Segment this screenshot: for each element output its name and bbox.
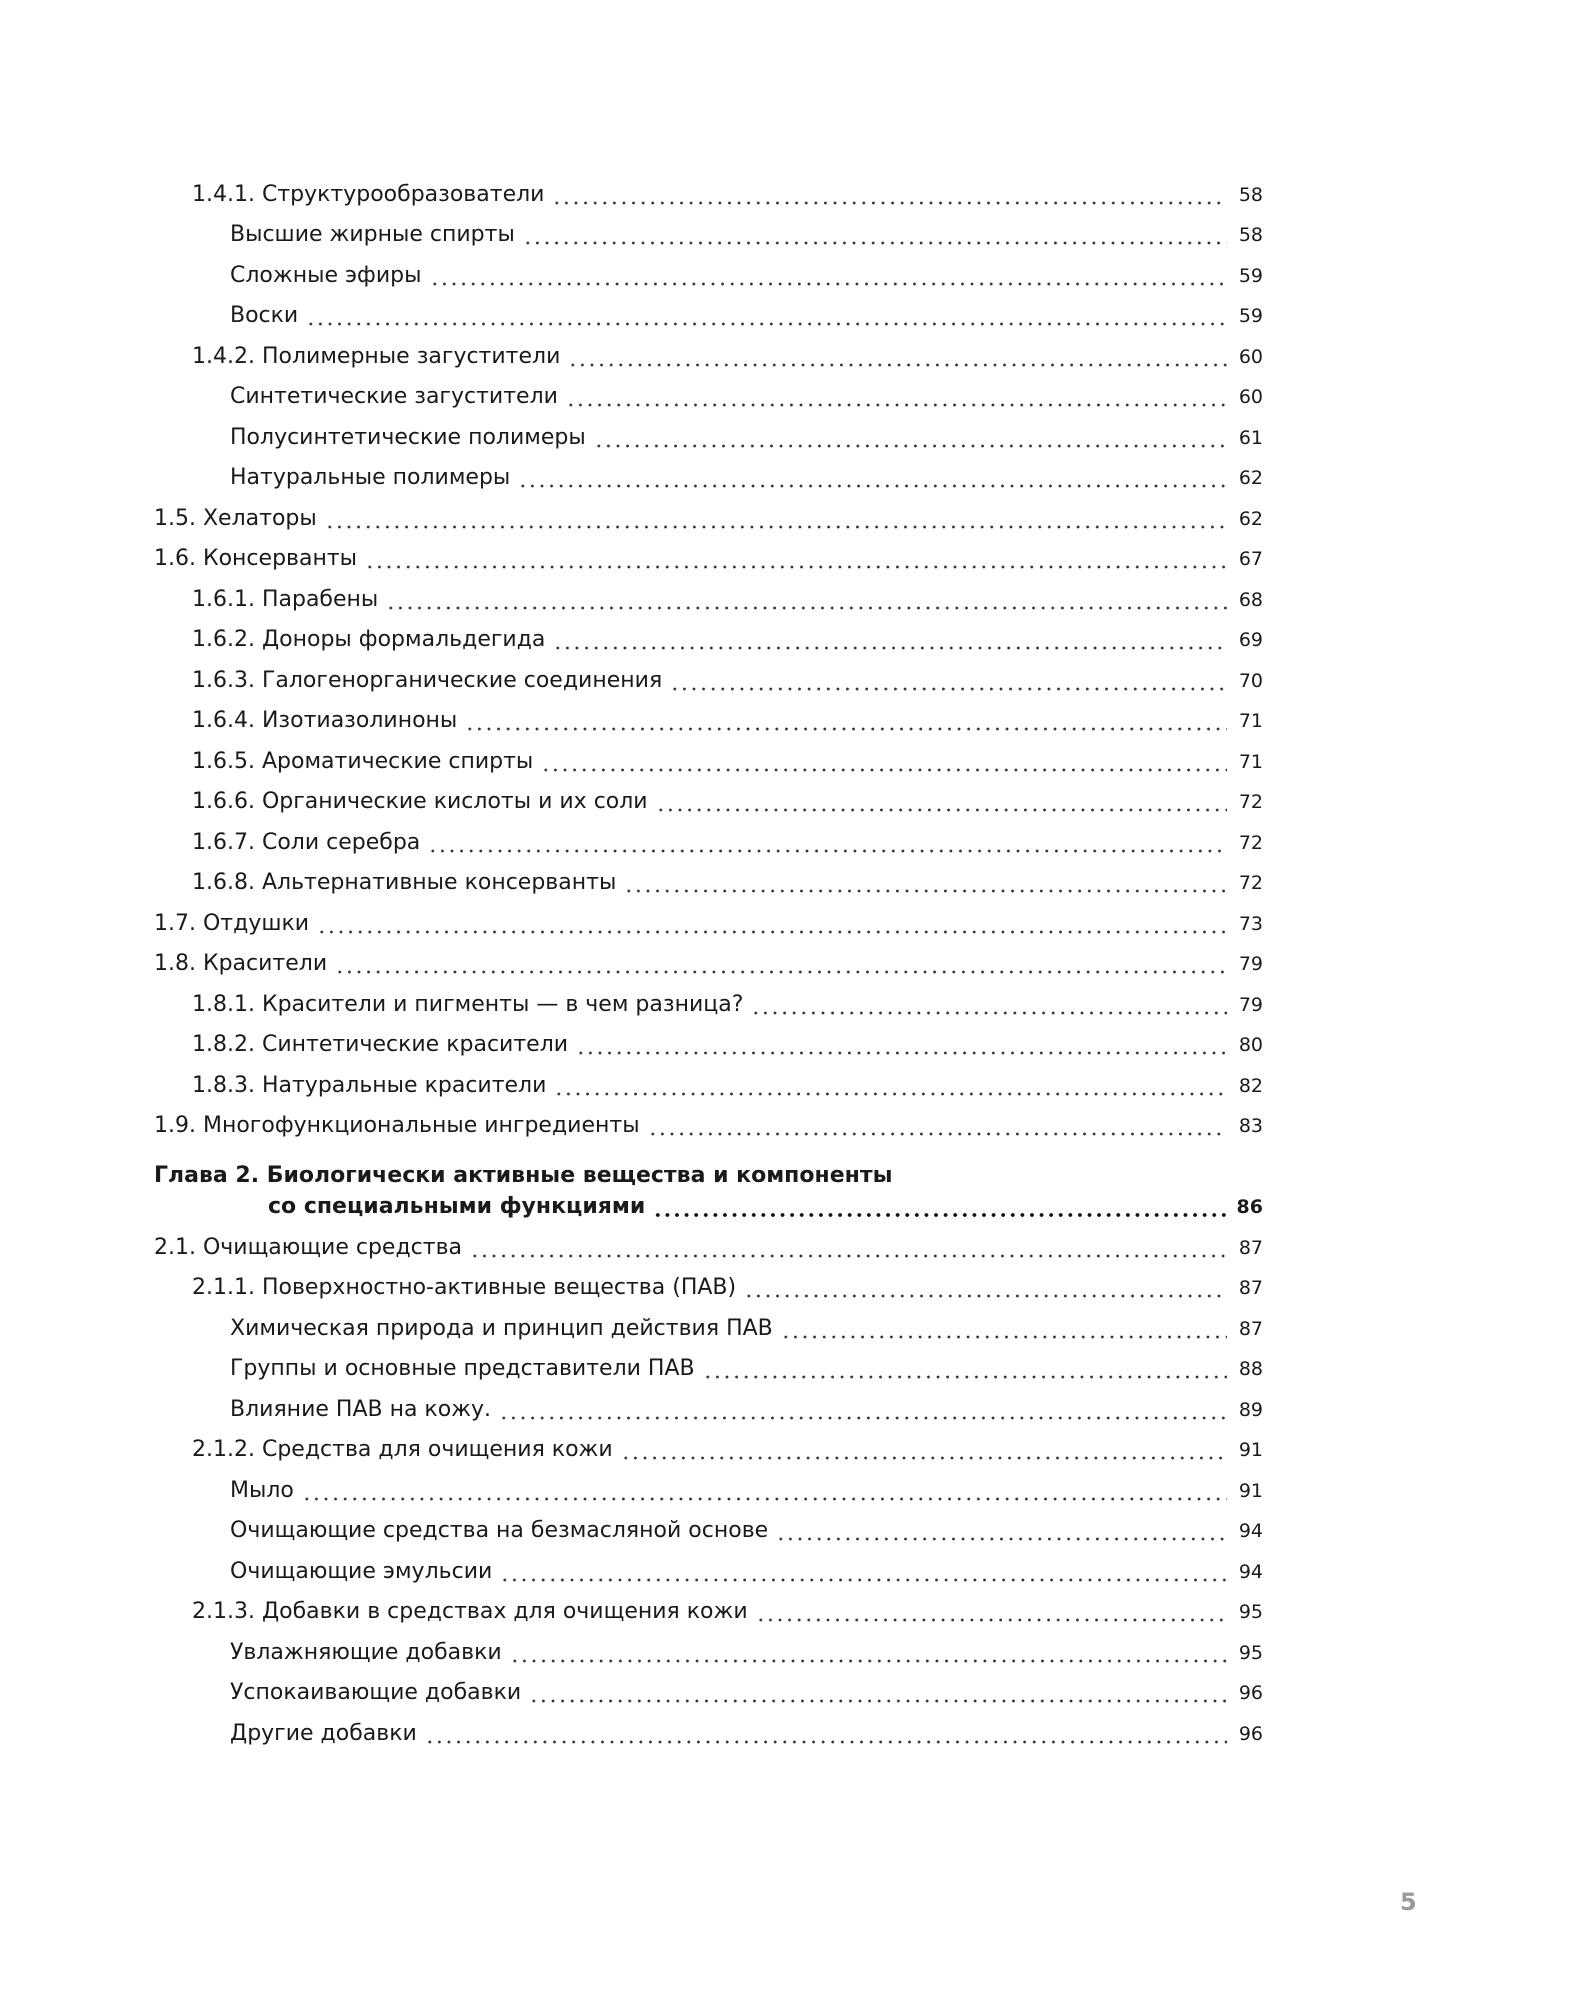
toc-entry-title: Увлажняющие добавки [230,1639,510,1667]
toc-entry[interactable] [0,1626,1577,1667]
toc-entry-title: 1.6.8. Альтернативные консерванты [192,869,624,897]
toc-entry-title: 1.6. Консерванты [154,545,365,573]
table-of-contents [0,168,1577,1748]
toc-entry-page: 70 [1238,669,1263,692]
dot-leader [510,1639,1227,1667]
dot-leader [365,545,1227,573]
toc-entry-page: 87 [1238,1277,1263,1299]
toc-entry[interactable] [0,1343,1577,1384]
dot-leader [518,464,1227,492]
toc-entry-title: 1.7. Отдушки [154,910,317,938]
toc-entry[interactable] [0,1707,1577,1748]
toc-entry-page: 58 [1238,224,1263,246]
toc-entry-title: Сложные эфиры [230,262,430,290]
toc-entry[interactable] [0,1262,1577,1303]
toc-entry[interactable] [0,897,1577,938]
dot-leader [425,1720,1227,1748]
toc-entry[interactable] [0,1302,1577,1343]
toc-entry[interactable] [0,1059,1577,1100]
dot-leader [594,424,1227,452]
dot-leader [621,1436,1227,1464]
toc-entry-title: Синтетические загустители [230,383,566,411]
toc-entry-page: 91 [1238,1439,1263,1461]
toc-entry-page: 68 [1238,588,1263,611]
toc-entry-page: 62 [1238,467,1263,489]
chapter-title-line1: Глава 2. Биологически активные вещества и компоненты [154,1163,893,1188]
dot-leader [656,788,1227,816]
toc-entry-title: Очищающие средства на безмасляной основе [230,1517,776,1545]
toc-entry-page: 95 [1238,1641,1263,1664]
dot-leader [500,1558,1227,1586]
toc-entry-page: 88 [1238,1358,1263,1380]
dot-leader [465,707,1227,735]
dot-leader [306,302,1227,330]
toc-entry-page: 82 [1238,1074,1263,1097]
chapter-heading[interactable] [0,1140,1577,1188]
dot-leader [335,950,1227,978]
toc-entry[interactable] [0,1383,1577,1424]
dot-leader [470,1234,1227,1262]
toc-entry[interactable] [0,735,1577,776]
toc-entry[interactable] [0,209,1577,250]
dot-leader [648,1112,1227,1140]
toc-entry-title: 1.8.1. Красители и пигменты — в чем разница? [192,991,751,1019]
dot-leader [386,586,1227,614]
toc-entry-title: Группы и основные представители ПАВ [230,1355,703,1383]
toc-entry-page: 94 [1238,1520,1263,1542]
toc-entry-page: 60 [1238,386,1263,408]
toc-entry[interactable] [0,1505,1577,1546]
page-number: 5 [1400,1888,1417,1916]
toc-entry[interactable] [0,330,1577,371]
toc-entry-title: Высшие жирные спирты [230,221,523,249]
toc-entry[interactable] [0,371,1577,412]
toc-entry[interactable] [0,1019,1577,1060]
toc-entry[interactable] [0,816,1577,857]
dot-leader [781,1315,1227,1343]
dot-leader [653,1193,1227,1221]
toc-entry-title: Натуральные полимеры [230,464,518,492]
toc-entry-title: Химическая природа и принцип действия ПАВ [230,1315,781,1343]
chapter-page-number: 86 [1236,1196,1263,1218]
toc-entry-page: 60 [1238,345,1263,368]
dot-leader [529,1679,1227,1707]
toc-entry-title: 1.9. Многофункциональные ингредиенты [154,1112,648,1140]
toc-entry-title: 1.5. Хелаторы [154,505,325,533]
toc-entry-title: Полусинтетические полимеры [230,424,594,452]
chapter-heading-line2[interactable] [0,1188,1577,1221]
toc-entry-page: 79 [1238,993,1263,1016]
toc-entry-page: 73 [1238,912,1263,935]
toc-entry-title: 1.4.1. Структурообразователи [192,181,552,209]
toc-entry-title: Мыло [230,1477,302,1505]
toc-entry-title: 1.8. Красители [154,950,335,978]
toc-entry[interactable] [0,938,1577,979]
toc-entry[interactable] [0,614,1577,655]
toc-entry[interactable] [0,573,1577,614]
toc-entry-page: 69 [1238,629,1263,651]
dot-leader [568,343,1227,371]
toc-entry[interactable] [0,695,1577,736]
dot-leader [756,1598,1227,1626]
dot-leader [428,829,1227,857]
dot-leader [523,221,1227,249]
toc-entry[interactable] [0,492,1577,533]
toc-entry-title: 1.8.2. Синтетические красители [192,1031,576,1059]
toc-entry-page: 94 [1238,1560,1263,1583]
toc-entry[interactable] [0,1586,1577,1627]
toc-entry-page: 72 [1238,791,1263,813]
toc-entry-title: 1.6.7. Соли серебра [192,829,428,857]
toc-entry-page: 95 [1238,1601,1263,1623]
toc-entry-page: 67 [1238,548,1263,570]
toc-entry-title: 1.6.5. Ароматические спирты [192,748,541,776]
toc-entry[interactable] [0,857,1577,898]
toc-entry-title: Воски [230,302,306,330]
chapter-title-line2: со специальными функциями [268,1193,653,1221]
dot-leader [751,991,1227,1019]
toc-entry-page: 79 [1238,953,1263,975]
toc-entry-title: 2.1. Очищающие средства [154,1234,470,1262]
toc-entry-title: 1.6.4. Изотиазолиноны [192,707,465,735]
toc-entry-page: 91 [1238,1479,1263,1502]
toc-entry-title: 1.6.6. Органические кислоты и их соли [192,788,656,816]
dot-leader [325,505,1227,533]
toc-entry[interactable] [0,1424,1577,1465]
toc-entry-page: 61 [1238,426,1263,449]
toc-entry-title: 2.1.2. Средства для очищения кожи [192,1436,621,1464]
toc-entry[interactable] [0,452,1577,493]
toc-entry[interactable] [0,1464,1577,1505]
dot-leader [703,1355,1227,1383]
toc-entry-title: 1.6.2. Доноры формальдегида [192,626,553,654]
toc-entry-title: Очищающие эмульсии [230,1558,500,1586]
toc-entry-page: 96 [1238,1682,1263,1704]
toc-entry-page: 59 [1238,264,1263,287]
dot-leader [670,667,1227,695]
toc-entry-page: 71 [1238,710,1263,732]
toc-entry[interactable] [0,1667,1577,1708]
toc-entry[interactable] [0,654,1577,695]
toc-entry-title: Успокаивающие добавки [230,1679,529,1707]
toc-entry[interactable] [0,1221,1577,1262]
toc-group-chapter-2 [0,1221,1577,1748]
toc-entry-title: 1.6.3. Галогенорганические соединения [192,667,670,695]
toc-entry-page: 89 [1238,1398,1263,1421]
dot-leader [553,626,1227,654]
toc-entry[interactable] [0,1100,1577,1141]
dot-leader [499,1396,1227,1424]
toc-entry-page: 87 [1238,1236,1263,1259]
toc-entry[interactable] [0,1545,1577,1586]
toc-entry-page: 58 [1238,183,1263,206]
toc-entry-title: Другие добавки [230,1720,425,1748]
toc-entry-page: 59 [1238,305,1263,327]
dot-leader [317,910,1227,938]
dot-leader [552,181,1227,209]
dot-leader [430,262,1227,290]
dot-leader [776,1517,1227,1545]
toc-group-chapter-1 [0,168,1577,1140]
toc-entry-page: 87 [1238,1317,1263,1340]
toc-entry-title: 1.6.1. Парабены [192,586,386,614]
toc-entry-title: Влияние ПАВ на кожу. [230,1396,499,1424]
toc-entry[interactable] [0,411,1577,452]
toc-entry[interactable] [0,776,1577,817]
dot-leader [566,383,1227,411]
toc-entry[interactable] [0,978,1577,1019]
toc-entry-title: 2.1.1. Поверхностно-активные вещества (ПАВ) [192,1274,744,1302]
toc-entry-title: 1.4.2. Полимерные загустители [192,343,568,371]
toc-entry[interactable] [0,168,1577,209]
dot-leader [744,1274,1227,1302]
toc-entry[interactable] [0,290,1577,331]
toc-entry-page: 62 [1238,507,1263,530]
toc-entry[interactable] [0,249,1577,290]
toc-entry-page: 71 [1238,750,1263,773]
dot-leader [554,1072,1227,1100]
toc-entry-page: 96 [1238,1722,1263,1745]
toc-entry-page: 83 [1238,1115,1263,1137]
toc-entry-page: 72 [1238,831,1263,854]
dot-leader [624,869,1227,897]
toc-entry-title: 2.1.3. Добавки в средствах для очищения кожи [192,1598,756,1626]
dot-leader [541,748,1227,776]
dot-leader [302,1477,1227,1505]
toc-entry-page: 80 [1238,1034,1263,1056]
toc-entry-page: 72 [1238,872,1263,894]
toc-entry-title: 1.8.3. Натуральные красители [192,1072,554,1100]
dot-leader [576,1031,1227,1059]
toc-entry[interactable] [0,533,1577,574]
